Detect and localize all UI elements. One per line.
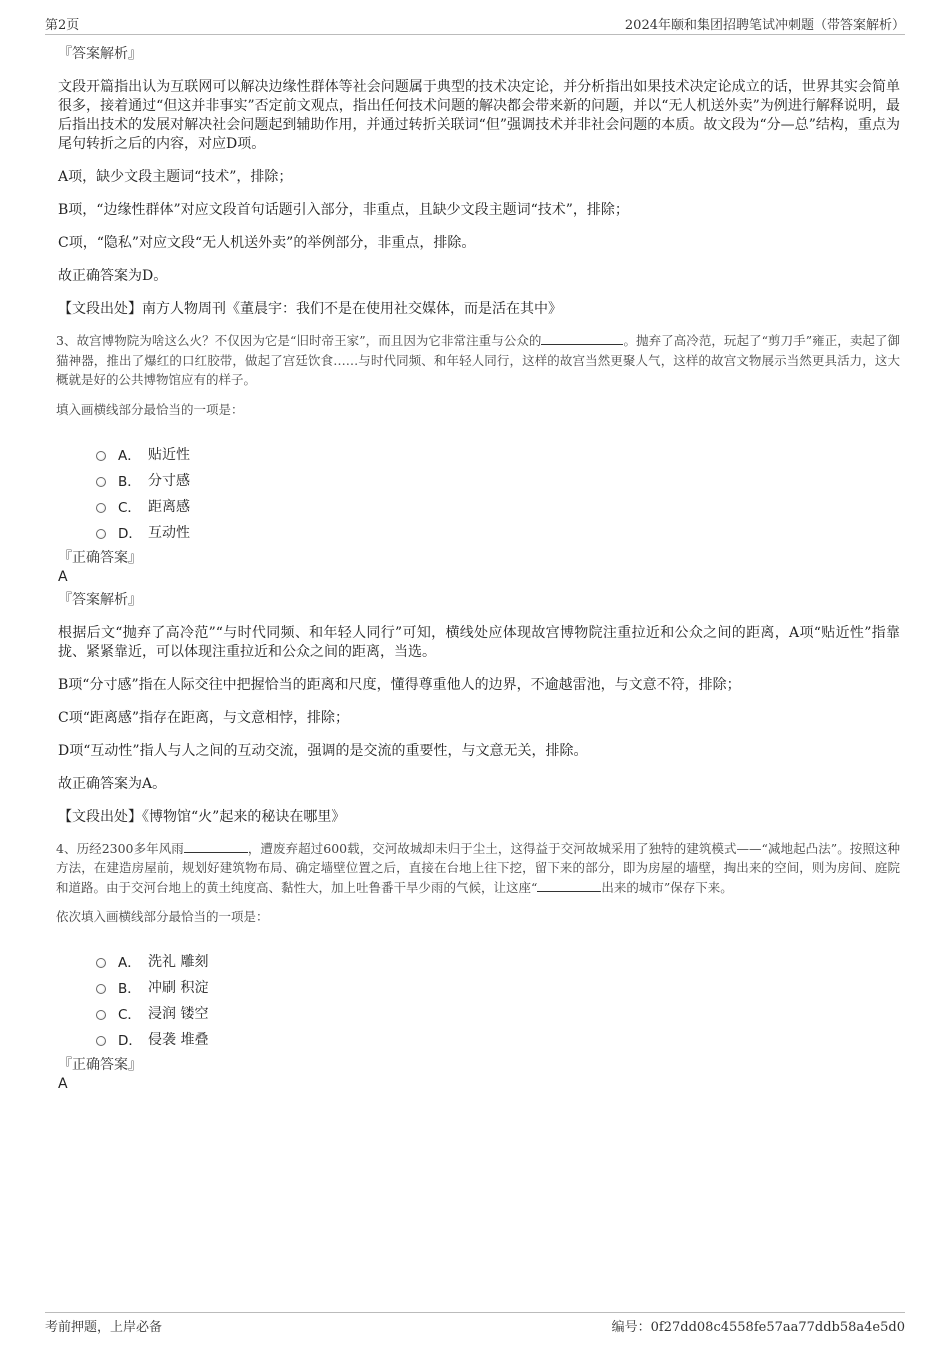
fill-blank xyxy=(537,879,601,892)
question-4-options xyxy=(96,948,900,1052)
page-number: 第2页 xyxy=(45,18,80,33)
radio-icon[interactable] xyxy=(96,984,106,994)
question-4-text: 4、历经2300多年风雨 ，遭废弃超过600载，交河故城却未归于尘土，这得益于交河故城采用了独特的建筑模式——“减地起凸法”。按照这种方法，在建造房屋前，规划好建筑物布局、确定墙壁位置之后，直接在台地上往下挖，留下来的部分，即为房屋的墙壁，掏出来的空间，则为房间、庭院和道路。由于交河台地上的黄土纯度高、黏性大，加上吐鲁番干旱少雨的气候，让这座“ 出来的城市”保存下来。 xyxy=(56,840,900,895)
option-a[interactable]: A． 贴近性 xyxy=(96,441,900,467)
question-4-prompt: 依次填入画横线部分最恰当的一项是： xyxy=(56,909,269,924)
analysis-paragraph: C项，“隐私”对应文段“无人机送外卖”的举例部分，非重点，排除。 xyxy=(58,235,476,251)
option-a[interactable]: A． 洗礼 雕刻 xyxy=(96,948,900,974)
analysis-paragraph: 故正确答案为A。 xyxy=(58,775,167,792)
correct-answer: A xyxy=(58,1076,68,1092)
radio-icon[interactable] xyxy=(96,477,106,487)
page-content xyxy=(56,45,900,1098)
option-d[interactable]: D． 侵袭 堆叠 xyxy=(96,1026,900,1052)
analysis-paragraph: B项“分寸感”指在人际交往中把握恰当的距离和尺度，懂得尊重他人的边界，不逾越雷池，与文意不符，排除； xyxy=(58,676,741,693)
page-footer xyxy=(45,1312,905,1335)
radio-icon[interactable] xyxy=(96,958,106,968)
document-title: 2024年颐和集团招聘笔试冲刺题（带答案解析） xyxy=(624,18,905,33)
analysis-paragraph: 文段开篇指出认为互联网可以解决边缘性群体等社会问题属于典型的技术决定论，并分析指出如果技术决定论成立的话，世界其实会简单很多，接着通过“但这并非事实”否定前文观点，指出任何技术问题的解决都会带来新的问题，并以“无人机送外卖”为例进行解释说明，最后指出技术的发展对解决社会问题起到辅助作用，并通过转折关联词“但”强调技术并非社会问题的本质。故文段为“分—总”结构，重点为尾句转折之后的内容，对应D项。 xyxy=(58,79,900,152)
radio-icon[interactable] xyxy=(96,1010,106,1020)
correct-answer: A xyxy=(58,568,68,585)
analysis-label: 『答案解析』 xyxy=(58,46,142,62)
option-c[interactable]: C． 距离感 xyxy=(96,493,900,519)
option-d[interactable]: D． 互动性 xyxy=(96,519,900,545)
footer-slogan: 考前押题，上岸必备 xyxy=(45,1320,163,1335)
source-citation: 【文段出处】《博物馆“火”起来的秘诀在哪里》 xyxy=(58,808,346,825)
fill-blank xyxy=(184,840,248,853)
analysis-paragraph: C项“距离感”指存在距离，与文意相悖，排除； xyxy=(58,709,350,726)
question-3-text: 3、故宫博物院为啥这么火？不仅因为它是“旧时帝王家”，而且因为它非常注重与公众的 。抛弃了高冷范，玩起了“剪刀手”雍正，卖起了御猫神器，推出了爆红的口红胶带，做起了宫廷饮食……与时代同频、和年轻人同行，这样的故宫当然更聚人气，这样的故宫文物展示当然更具活力，这大概就是好的公共博物馆应有的样子。 xyxy=(56,333,900,387)
analysis-paragraph: B项，“边缘性群体”对应文段首句话题引入部分，非重点，且缺少文段主题词“技术”，排除； xyxy=(58,202,629,218)
document-code: 编号：0f27dd08c4558fe57aa77ddb58a4e5d0 xyxy=(611,1320,905,1335)
analysis-label: 『答案解析』 xyxy=(58,591,142,608)
option-b[interactable]: B． 冲刷 积淀 xyxy=(96,974,900,1000)
source-citation: 【文段出处】南方人物周刊《董晨宇：我们不是在使用社交媒体，而是活在其中》 xyxy=(58,301,562,317)
question-3-options xyxy=(96,441,900,545)
page-header xyxy=(45,12,905,35)
fill-blank xyxy=(541,332,623,345)
analysis-paragraph: 根据后文“抛弃了高冷范”“与时代同频、和年轻人同行”可知，横线处应体现故宫博物院注重拉近和公众之间的距离，A项“贴近性”指靠拢、紧紧靠近，可以体现注重拉近和公众之间的距离，当选。 xyxy=(58,624,900,660)
question-3-prompt: 填入画横线部分最恰当的一项是： xyxy=(56,401,244,417)
radio-icon[interactable] xyxy=(96,451,106,461)
radio-icon[interactable] xyxy=(96,1036,106,1046)
option-c[interactable]: C． 浸润 镂空 xyxy=(96,1000,900,1026)
analysis-paragraph: A项，缺少文段主题词“技术”，排除； xyxy=(58,169,293,185)
radio-icon[interactable] xyxy=(96,529,106,539)
analysis-paragraph: D项“互动性”指人与人之间的互动交流，强调的是交流的重要性，与文意无关，排除。 xyxy=(58,742,588,759)
option-b[interactable]: B． 分寸感 xyxy=(96,467,900,493)
correct-answer-label: 『正确答案』 xyxy=(58,1057,142,1073)
analysis-paragraph: 故正确答案为D。 xyxy=(58,268,168,284)
radio-icon[interactable] xyxy=(96,503,106,513)
correct-answer-label: 『正确答案』 xyxy=(58,549,142,566)
